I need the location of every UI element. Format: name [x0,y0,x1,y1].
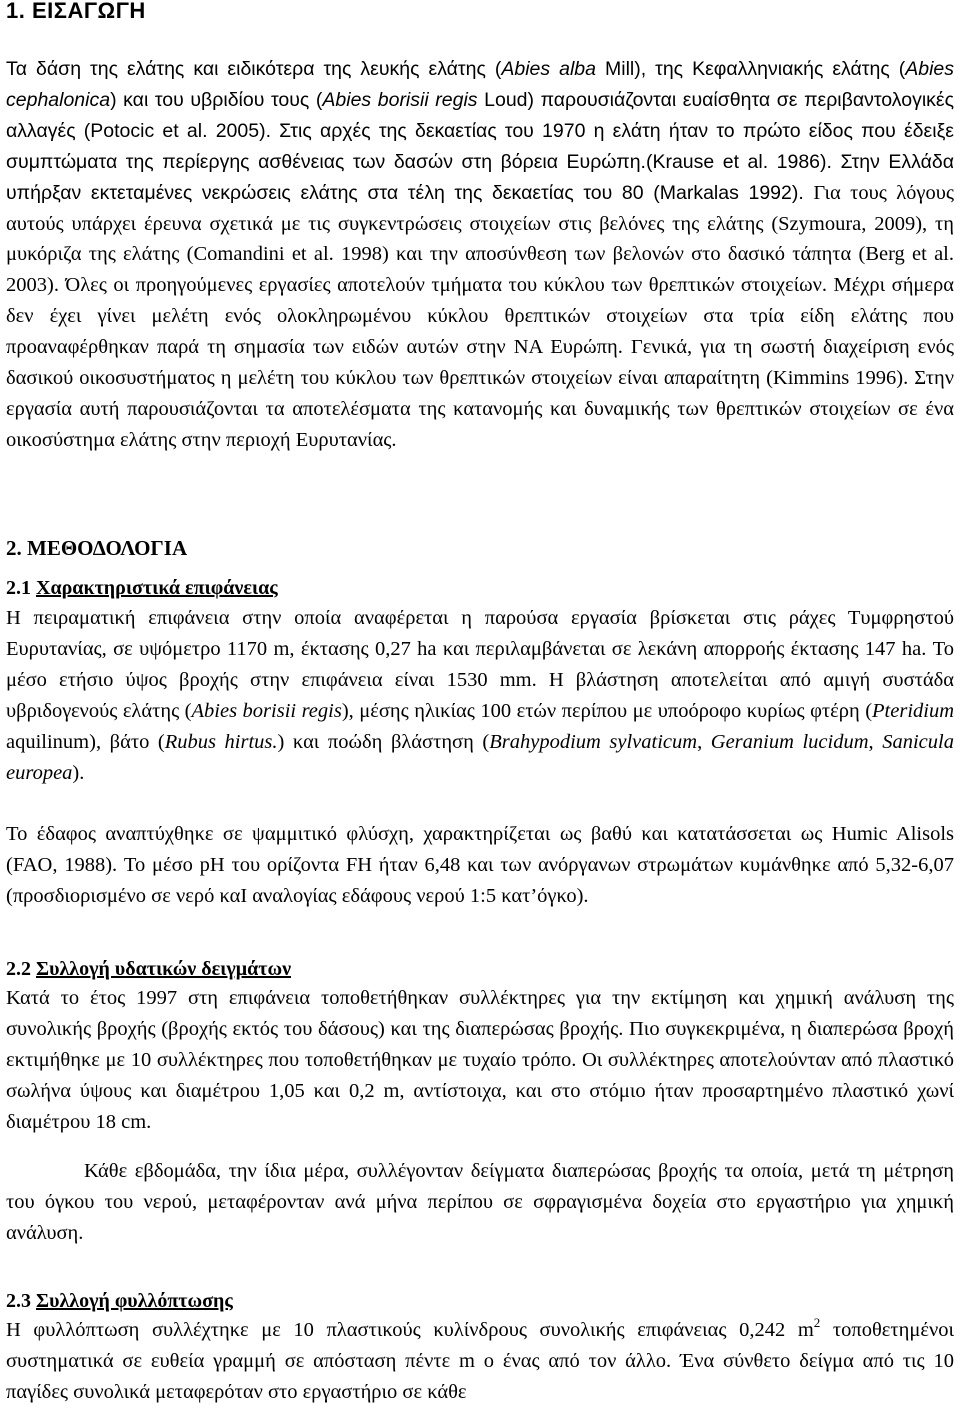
section-2-heading: 2. ΜΕΘΟΔΟΛΟΓΙΑ [6,536,188,560]
subsection-2-2-heading: 2.2 Συλλογή υδατικών δειγμάτων [6,958,291,980]
weekly-sampling-paragraph: Κάθε εβδομάδα, την ίδια μέρα, συλλέγονταν δείγματα διαπερώσας βροχής τα οποία, μετά τη μέτρηση του όγκου του νερού, μεταφέρονταν ανά μήνα περίπου σε σφραγισμένα δοχεία στο εργαστήριο για χημική ανάλυση. [6,1160,954,1244]
subsection-2-3-heading: 2.3 Συλλογή φυλλόπτωσης [6,1290,233,1312]
litterfall-paragraph: Η φυλλόπτωση συλλέχτηκε με 10 πλαστικούς κυλίνδρους συνολικής επιφάνειας 0,242 $m^2$ τοποθετημένοι συστηματικά σε ευθεία γραμμή σε απόσταση πέντε m ο ένας από τον άλλο. Ένα σύνθετο δείγμα από τις 10 παγίδες συνολικά μεταφερόταν στο εργαστήριο σε κάθε [6,1315,954,1403]
section-1-heading: 1. ΕΙΣΑΓΩΓΗ [6,0,146,23]
water-sampling-paragraph: Κατά το έτος 1997 στη επιφάνεια τοποθετήθηκαν συλλέκτηρες για την εκτίμηση και χημική ανάλυση της συνολικής βροχής (βροχής εκτός του δάσους) και της διαπερώσας βροχής. Πιο συγκεκριμένα, η διαπερώσα βροχή εκτιμήθηκε με 10 συλλέκτηρες που τοποθετήθηκαν με τυχαίο τρόπο. Οι συλλέκτηρες αποτελούνταν από πλαστικό σωλήνα ύψους και διαμέτρου 1,05 και 0,2 m, αντίστοιχα, και στο στόμιο ήταν προσαρτημένο πλαστικό χωνί διαμέτρου 18 cm. [6,987,954,1133]
site-characteristics-paragraph: Η πειραματική επιφάνεια στην οποία αναφέρεται η παρούσα εργασία βρίσκεται στις ράχες Τυμφρηστού Ευρυτανίας, σε υψόμετρο 1170 m, έκτασης 0,27 ha και περιλαμβάνεται σε λεκάνη απορροής έκτασης 147 ha. Το μέσο ετήσιο ύψος βροχής στην επιφάνεια είναι 1530 mm. Η βλάστηση αποτελείται από αμιγή συστάδα υβριδογενούς ελάτης (Abies borisii regis), μέσης ηλικίας 100 ετών περίπου με υποόροφο κυρίως φτέρη (Pteridium aquilinum), βάτο (Rubus hirtus.) και ποώδη βλάστηση (Brahypodium sylvaticum, Geranium lucidum, Sanicula europea). [6,607,955,784]
introduction-paragraph: Τα δάση της ελάτης και ειδικότερα της λευκής ελάτης (Abies alba Mill), της Κεφαλληνιακής ελάτης (Abies cephalonica) και του υβριδίου τους (Abies borisii regis Loud) παρουσιάζονται ευαίσθητα σε περιβαντολογικές αλλαγές (Potocic et al. 2005). Στις αρχές της δεκαετίας του 1970 η ελάτη ήταν το πρώτο είδος που έδειξε συμπτώματα της περίεργης ασθένειας των δασών στη βόρεια Ευρώπη.(Krause et al. 1986). Στην Ελλάδα υπήρξαν εκτεταμένες νεκρώσεις ελάτης στα τέλη της δεκαετίας του 80 (Markalas 1992). Για τους λόγους αυτούς υπάρχει έρευνα σχετικά με τις συγκεντρώσεις στοιχείων στις βελόνες της ελάτης (Szymoura, 2009), τη μυκόριζα της ελάτης (Comandini et al. 1998) και την αποσύνθεση των βελονών στο δασικό τάπητα (Berg et al. 2003). Όλες οι προηγούμενες εργασίες αποτελούν τμήματα του κύκλου των θρεπτικών στοιχείων. Μέχρι σήμερα δεν έχει γίνει μελέτη ενός ολοκληρωμένου κύκλου θρεπτικών στοιχείων στα τρία είδη ελάτης που προαναφέρθηκαν παρά τη σημασία των ειδών αυτών στην ΝΑ Ευρώπη. Γενικά, για τη σωστή διαχείριση ενός δασικού οικοσυστήματος η μελέτη του κύκλου των θρεπτικών στοιχείων είναι απαραίτητη (Kimmins 1996). Στην εργασία αυτή παρουσιάζονται τα αποτελέσματα της κατανομής και δυναμικής των θρεπτικών στοιχείων σε ένα οικοσύστημα ελάτης στην περιοχή Ευρυτανίας. [6,58,955,451]
subsection-2-1-heading: 2.1 Χαρακτηριστικά επιφάνειας [6,577,278,599]
soil-paragraph: Το έδαφος αναπτύχθηκε σε ψαμμιτικό φλύσχη, χαρακτηρίζεται ως βαθύ και κατατάσσεται ως Humic Alisols (FAO, 1988). Το μέσο pH του ορίζοντα FH ήταν 6,48 και των ανόργανων στρωμάτων κυμάνθηκε από 5,32-6,07 (προσδιορισμένο σε νερό καΙ αναλογίας εδάφους νερού 1:5 κατ’όγκο). [6,823,954,907]
